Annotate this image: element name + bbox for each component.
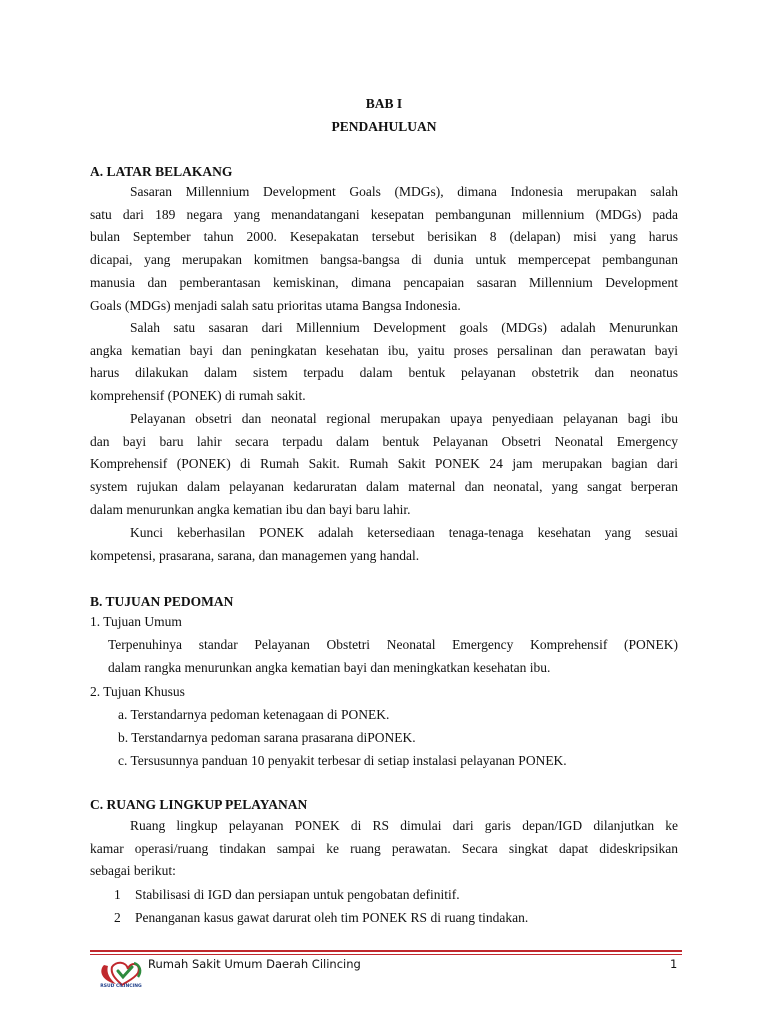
- footer-hospital-name: Rumah Sakit Umum Daerah Cilincing: [148, 957, 361, 971]
- list-item: b. Terstandarnya pedoman sarana prasarana diPONEK.: [118, 730, 416, 745]
- text-line: dan bayi baru lahir secara terpadu dalam bentuk Pelayanan Obsetri Neonatal Emergency: [90, 433, 678, 449]
- section-a-paragraph-3: [90, 408, 678, 522]
- scope-item-number: 2: [114, 910, 121, 925]
- text-line: Terpenuhinya standar Pelayanan Obstetri Neonatal Emergency Komprehensif (PONEK): [108, 637, 678, 652]
- section-a-paragraph-4: [90, 522, 678, 567]
- text-line: dicapai, yang merupakan komitmen bangsa-bangsa di dunia untuk mempercepat pembangunan: [90, 252, 678, 268]
- section-a-heading: A. LATAR BELAKANG: [90, 164, 233, 179]
- text-line: sebagai berikut:: [90, 863, 176, 879]
- text-line: manusia dan pemberantasan kemiskinan, dimana pencapaian sasaran Millennium Development: [90, 274, 678, 290]
- text-line: system rujukan dalam pelayanan kedaruratan dalam maternal dan neonatal, yang sangat berperan: [90, 479, 678, 495]
- footer-divider: [90, 950, 682, 952]
- list-item: a. Terstandarnya pedoman ketenagaan di PONEK.: [118, 707, 390, 722]
- page-number: 1: [670, 957, 678, 971]
- list-item: c. Tersusunnya panduan 10 penyakit terbesar di setiap instalasi pelayanan PONEK.: [118, 753, 567, 768]
- scope-item-text: Penanganan kasus gawat darurat oleh tim PONEK RS di ruang tindakan.: [135, 910, 529, 925]
- section-a-paragraph-2: [90, 317, 678, 408]
- scope-item-number: 1: [114, 887, 121, 902]
- text-line: Goals (MDGs) menjadi salah satu prioritas utama Bangsa Indonesia.: [90, 297, 461, 313]
- text-line: kompetensi, prasarana, sarana, dan managemen yang handal.: [90, 547, 420, 563]
- footer-divider-thin: [90, 954, 682, 955]
- text-line: Ruang lingkup pelayanan PONEK di RS dimulai dari garis depan/IGD dilanjutkan ke: [130, 818, 678, 833]
- text-line: Kunci keberhasilan PONEK adalah ketersediaan tenaga-tenaga kesehatan yang sesuai: [130, 525, 678, 540]
- scope-item-text: Stabilisasi di IGD dan persiapan untuk pengobatan definitif.: [135, 887, 460, 902]
- chapter-title: PENDAHULUAN: [331, 119, 437, 134]
- text-line: Salah satu sasaran dari Millennium Development goals (MDGs) adalah Menurunkan: [130, 320, 678, 335]
- section-c-heading: C. RUANG LINGKUP PELAYANAN: [90, 797, 308, 812]
- text-line: Pelayanan obsetri dan neonatal regional merupakan upaya penyediaan pelayanan bagi ibu: [130, 411, 678, 426]
- text-line: satu dari 189 negara yang menandatangani kesepatan pembangunan millennium (MDGs) pada: [90, 206, 678, 222]
- goal-1-label: 1. Tujuan Umum: [90, 614, 182, 629]
- goal-2-label: 2. Tujuan Khusus: [90, 684, 185, 699]
- logo-caption: RSUD CILINCING: [100, 984, 142, 989]
- goal-1-text: [108, 634, 678, 679]
- text-line: komprehensif (PONEK) di rumah sakit.: [90, 388, 306, 404]
- text-line: harus dilakukan dalam sistem terpadu dalam bentuk pelayanan obstetrik dan neonatus: [90, 365, 678, 381]
- text-line: dalam menurunkan angka kematian ibu dan bayi baru lahir.: [90, 501, 411, 517]
- section-c-paragraph-1: [90, 815, 678, 883]
- text-line: kamar operasi/ruang tindakan sampai ke ruang perawatan. Secara singkat dapat dideskripsikan: [90, 840, 678, 856]
- text-line: bulan September tahun 2000. Kesepakatan tersebut berisikan 8 (delapan) misi yang harus: [90, 229, 678, 245]
- text-line: angka kematian bayi dan peningkatan kesehatan ibu, yaitu proses persalinan dan perawatan bayi: [90, 342, 678, 358]
- text-line: dalam rangka menurunkan angka kematian bayi dan meningkatkan kesehatan ibu.: [108, 659, 551, 675]
- section-a-paragraph-1: [90, 181, 678, 317]
- text-line: Komprehensif (PONEK) di Rumah Sakit. Rumah Sakit PONEK 24 jam merupakan bagian dari: [90, 456, 678, 472]
- text-line: Sasaran Millennium Development Goals (MDGs), dimana Indonesia merupakan salah: [130, 184, 678, 199]
- section-b-heading: B. TUJUAN PEDOMAN: [90, 594, 234, 609]
- chapter-label: BAB I: [365, 96, 403, 111]
